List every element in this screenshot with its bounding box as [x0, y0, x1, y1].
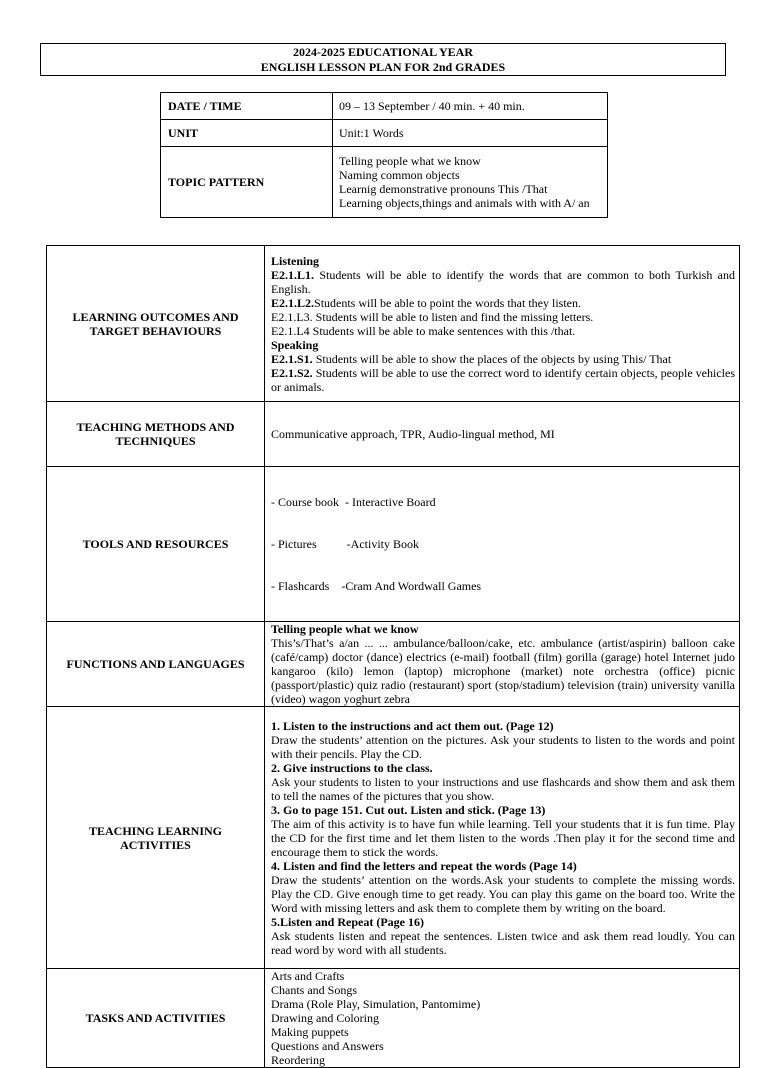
tasks-label: TASKS AND ACTIVITIES: [47, 969, 265, 1068]
task-item: Chants and Songs: [271, 983, 358, 997]
tool-line: - Course book - Interactive Board: [271, 495, 436, 509]
activity-text: Ask your students to listen to your instructions and use flashcards and show them and ask them to tell the names of the pictures that you show.: [271, 774, 735, 803]
activity-title: 3. Go to page 151. Cut out. Listen and stick. (Page 13): [271, 802, 546, 817]
info-row-date: [161, 93, 608, 120]
outcome-item: E2.1.L3. Students will be able to listen and find the missing letters.: [271, 309, 594, 324]
activity-title: 1. Listen to the instructions and act them out. (Page 12): [271, 718, 554, 733]
activities-content: [265, 707, 740, 969]
outcomes-label: LEARNING OUTCOMES AND TARGET BEHAVIOURS: [47, 246, 265, 402]
row-methods: [47, 402, 740, 467]
functions-text: This’s/That’s a/an ... ... ambulance/balloon/cake, etc. ambulance (artist/aspirin) balloon cake (café/camp) doctor (dance) electrics (e-mail) football (film) gorilla (garage) hotel Internet judo kangaroo (kilo) lemon (laptop) microphone (market) note orchestra (office) picnic (passport/plastic) quiz radio (restaurant) sport (stop/stadium) television (train) university vanilla (video) wagon yoghurt zebra: [271, 636, 735, 706]
tasks-content: [265, 969, 740, 1068]
info-row-topic: [161, 147, 608, 218]
activity-text: Draw the students’ attention on the pictures. Ask your students to listen to the words and point with their pencils. Play the CD.: [271, 732, 735, 761]
tools-label: TOOLS AND RESOURCES: [47, 467, 265, 622]
tool-line: - Flashcards -Cram And Wordwall Games: [271, 579, 482, 593]
functions-content: [265, 622, 740, 707]
activity-title: 2. Give instructions to the class.: [271, 760, 433, 775]
date-value: 09 – 13 September / 40 min. + 40 min.: [333, 93, 608, 120]
task-item: Questions and Answers: [271, 1039, 384, 1053]
task-item: Making puppets: [271, 1025, 349, 1039]
topic-line: Learning objects,things and animals with with A/ an: [339, 196, 590, 210]
activity-title: 5.Listen and Repeat (Page 16): [271, 914, 424, 929]
row-tasks: [47, 969, 740, 1068]
topic-line: Naming common objects: [339, 168, 460, 182]
tools-content: [265, 467, 740, 622]
activity-title: 4. Listen and find the letters and repeat the words (Page 14): [271, 858, 577, 873]
activity-text: Ask students listen and repeat the sentences. Listen twice and ask them read loudly. You can read word by word with all students.: [271, 928, 735, 957]
row-tools: [47, 467, 740, 622]
functions-label: FUNCTIONS AND LANGUAGES: [47, 622, 265, 707]
task-item: Drama (Role Play, Simulation, Pantomime): [271, 997, 481, 1011]
outcome-item: E2.1.L4 Students will be able to make sentences with this /that.: [271, 323, 576, 338]
task-item: Arts and Crafts: [271, 969, 345, 983]
header-title: ENGLISH LESSON PLAN FOR 2nd GRADES: [260, 60, 506, 74]
topic-value: [333, 147, 608, 218]
topic-line: Telling people what we know: [339, 154, 481, 168]
row-functions: [47, 622, 740, 707]
date-label: DATE / TIME: [161, 93, 333, 120]
outcome-item: E2.1.L2.Students will be able to point the words that they listen.: [271, 295, 581, 310]
activities-label: TEACHING LEARNING ACTIVITIES: [47, 707, 265, 969]
outcome-item: E2.1.S2. Students will be able to use the correct word to identify certain objects, people vehicles or animals.: [271, 365, 735, 394]
info-row-unit: [161, 120, 608, 147]
task-item: Drawing and Coloring: [271, 1011, 379, 1025]
activity-text: Draw the students’ attention on the words.Ask your students to complete the missing words. Play the CD. Give enough time to get ready. You can play this game on the board too. Write the Word with missing letters and ask them to complete them by writing on the board.: [271, 872, 735, 915]
unit-label: UNIT: [161, 120, 333, 147]
methods-label: TEACHING METHODS AND TECHNIQUES: [47, 402, 265, 467]
document-header: [40, 43, 726, 76]
task-item: Reordering: [271, 1053, 325, 1067]
outcome-item: E2.1.L1. Students will be able to identify the words that are common to both Turkish and English.: [271, 267, 735, 296]
topic-line: Learnig demonstrative pronouns This /That: [339, 182, 548, 196]
unit-value: Unit:1 Words: [333, 120, 608, 147]
listening-heading: Listening: [271, 253, 320, 268]
row-outcomes: [47, 246, 740, 402]
tool-line: - Pictures -Activity Book: [271, 537, 419, 551]
outcome-item: E2.1.S1. Students will be able to show the places of the objects by using This/ That: [271, 351, 672, 366]
lesson-plan-table: [46, 245, 740, 1068]
info-table: [160, 92, 608, 218]
methods-value: Communicative approach, TPR, Audio-lingual method, MI: [265, 402, 740, 467]
speaking-heading: Speaking: [271, 337, 319, 352]
topic-label: TOPIC PATTERN: [161, 147, 333, 218]
header-year: 2024-2025 EDUCATIONAL YEAR: [292, 45, 473, 59]
activity-text: The aim of this activity is to have fun while learning. Tell your students that it is fun time. Play the CD for the first time and let them listen to the words .Then play it for the second time and encourage them to stick the words.: [271, 816, 735, 859]
row-activities: [47, 707, 740, 969]
outcomes-content: [265, 246, 740, 402]
functions-heading: Telling people what we know: [271, 622, 419, 636]
